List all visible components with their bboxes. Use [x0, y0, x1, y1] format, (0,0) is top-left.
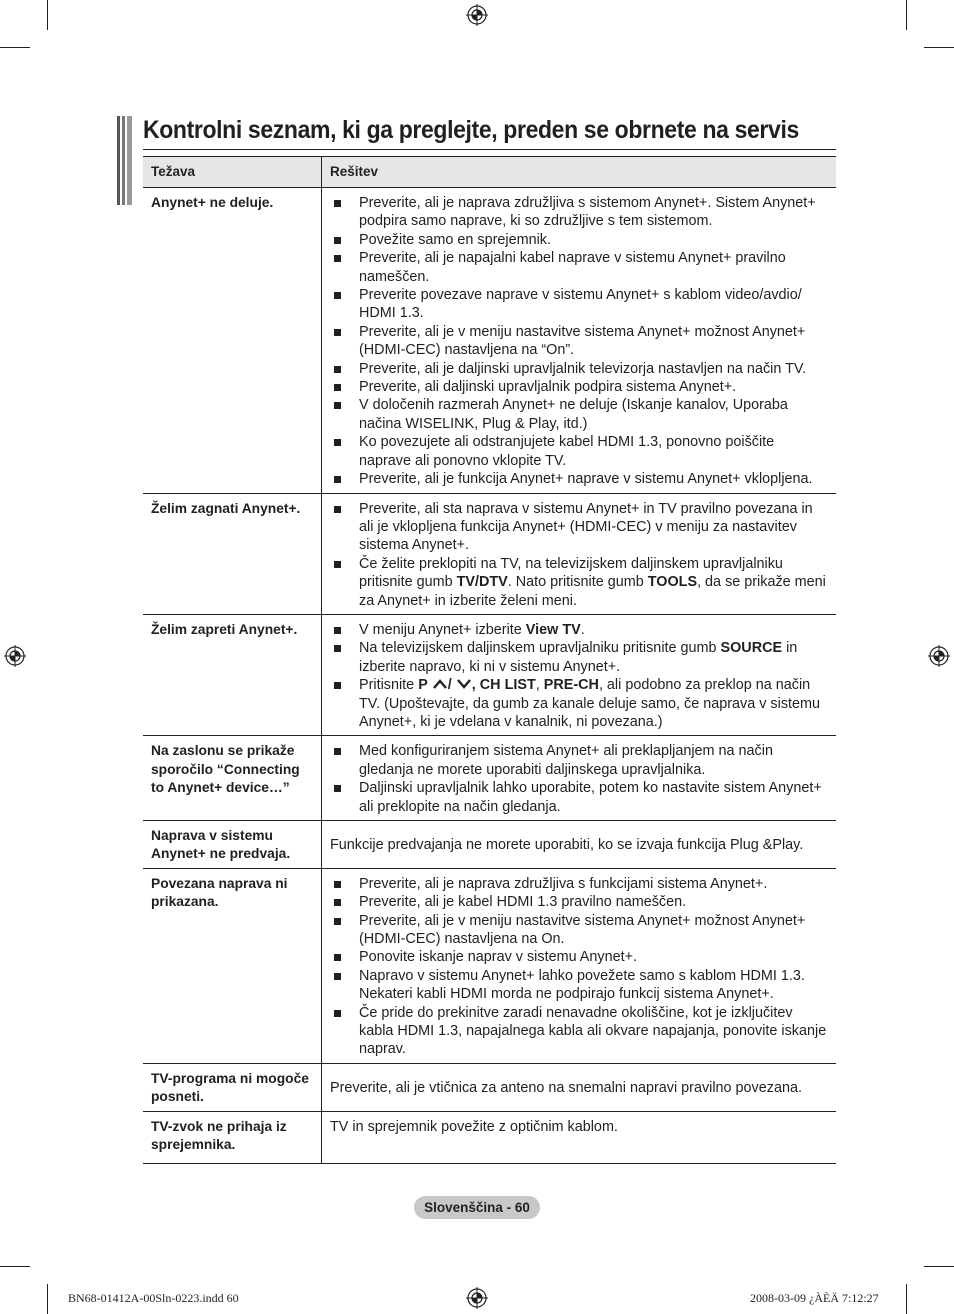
- problem-cell: Naprava v sistemu Anynet+ ne predvaja.: [143, 821, 322, 869]
- solution-list: [330, 621, 828, 731]
- registration-mark-icon: [928, 645, 950, 667]
- title-rule: [143, 149, 836, 150]
- table-header-row: [143, 157, 836, 188]
- button-name-source: SOURCE: [720, 640, 783, 657]
- problem-cell: Želim zagnati Anynet+.: [143, 493, 322, 614]
- button-name-tvdtv: TV/DTV: [456, 574, 508, 591]
- solution-cell: [322, 614, 837, 735]
- problem-cell: Želim zapreti Anynet+.: [143, 614, 322, 735]
- crop-mark: [906, 0, 907, 30]
- solution-cell: Preverite, ali je vtičnica za anteno na snemalni napravi pravilno povezana.: [322, 1063, 837, 1111]
- menu-name-view-tv: View TV: [525, 621, 581, 638]
- problem-cell: Povezana naprava ni prikazana.: [143, 868, 322, 1063]
- table-row: [143, 188, 836, 494]
- solution-cell: [322, 868, 837, 1063]
- title-decoration-bar: [117, 116, 132, 205]
- solution-list: [330, 875, 828, 1059]
- text-span: in izberite napravo, ki ni v sistemu Anynet+.: [359, 640, 798, 675]
- list-item: [330, 676, 828, 731]
- list-item: Preverite, ali je v meniju nastavitve sistema Anynet+ možnost Anynet+ (HDMI-CEC) nastavljena na On.: [330, 912, 828, 949]
- list-item: Med konfiguriranjem sistema Anynet+ ali preklapljanjem na način gledanja ne morete uporabiti daljinskega upravljalnika.: [330, 742, 828, 779]
- print-timestamp: 2008-03-09 ¿ÀÈÄ 7:12:27: [750, 1291, 879, 1305]
- solution-cell: [322, 493, 837, 614]
- list-item: Ko povezujete ali odstranjujete kabel HDMI 1.3, ponovno poiščite naprave ali ponovno vklopite TV.: [330, 433, 828, 470]
- text-span: . Nato pritisnite gumb: [507, 574, 648, 591]
- registration-mark-icon: [4, 645, 26, 667]
- solution-list: [330, 742, 828, 816]
- list-item: Preverite, ali je naprava združljiva s funkcijami sistema Anynet+.: [330, 875, 828, 893]
- problem-cell: Anynet+ ne deluje.: [143, 188, 322, 494]
- chevron-down-icon: [456, 678, 472, 690]
- solution-cell: [322, 188, 837, 494]
- registration-mark-icon: [466, 1287, 488, 1309]
- print-file-info: BN68-01412A-00Sln-0223.indd 60: [68, 1291, 239, 1305]
- solution-cell: Funkcije predvajanja ne morete uporabiti, ko se izvaja funkcija Plug &Play.: [322, 821, 837, 869]
- solution-cell: TV in sprejemnik povežite z optičnim kablom.: [322, 1111, 837, 1163]
- chevron-up-icon: [432, 678, 448, 690]
- text-span: .: [580, 621, 585, 638]
- problem-cell: Na zaslonu se prikaže sporočilo “Connecting to Anynet+ device…”: [143, 736, 322, 821]
- page-title: Kontrolni seznam, ki ga preglejte, preden se obrnete na servis: [143, 116, 799, 144]
- button-name-ch-list: , CH LIST: [471, 677, 536, 694]
- crop-mark: [47, 1284, 48, 1314]
- column-header-problem: Težava: [143, 157, 322, 188]
- table-row: [143, 868, 836, 1063]
- list-item: Ponovite iskanje naprav v sistemu Anynet+.: [330, 948, 828, 966]
- text-span: , ali podobno za preklop na način TV. (Upoštevajte, da gumb za kanale deluje samo, če naprava v sistemu Anynet+, ki je vdelana v kanalnik, ni povezana.): [359, 677, 821, 730]
- list-item: Preverite, ali je napajalni kabel naprave v sistemu Anynet+ pravilno nameščen.: [330, 249, 828, 286]
- solution-list: [330, 500, 828, 610]
- table-row: [143, 614, 836, 735]
- text-span: Če želite preklopiti na TV, na televizijskem daljinskem upravljalniku pritisnite gumb: [359, 555, 783, 591]
- crop-mark: [924, 47, 954, 48]
- list-item: [330, 621, 828, 639]
- crop-mark: [906, 1284, 907, 1314]
- crop-mark: [0, 47, 30, 48]
- slash-separator: /: [447, 677, 452, 694]
- table-row: [143, 493, 836, 614]
- button-name-p: P: [418, 677, 428, 694]
- list-item: Preverite, ali je funkcija Anynet+ naprave v sistemu Anynet+ vklopljena.: [330, 470, 828, 488]
- list-item: Preverite povezave naprave v sistemu Anynet+ s kablom video/avdio/ HDMI 1.3.: [330, 286, 828, 323]
- list-item: Povežite samo en sprejemnik.: [330, 231, 828, 249]
- list-item: Napravo v sistemu Anynet+ lahko povežete samo s kablom HDMI 1.3. Nekateri kabli HDMI morda ne podpirajo funkcij sistema Anynet+.: [330, 967, 828, 1004]
- text-span: V meniju Anynet+ izberite: [359, 621, 526, 638]
- list-item: [330, 555, 828, 610]
- list-item: Če pride do prekinitve zaradi nenavadne okoliščine, kot je izključitev kabla HDMI 1.3, napajalnega kabla ali okvare napajanja, ponovite iskanje naprav.: [330, 1004, 828, 1059]
- solution-list: [330, 194, 828, 489]
- button-name-tools: TOOLS: [647, 574, 698, 591]
- text-span: Na televizijskem daljinskem upravljalniku pritisnite gumb: [359, 640, 721, 657]
- list-item: [330, 639, 828, 676]
- table-row: [143, 1111, 836, 1163]
- list-item: Preverite, ali je kabel HDMI 1.3 pravilno nameščen.: [330, 893, 828, 911]
- problem-cell: TV-zvok ne prihaja iz sprejemnika.: [143, 1111, 322, 1163]
- text-span: , da se prikaže meni za Anynet+ in izberite želeni meni.: [359, 574, 826, 609]
- list-item: Preverite, ali je naprava združljiva s sistemom Anynet+. Sistem Anynet+ podpira samo naprave, ki so združljive s tem sistemom.: [330, 194, 828, 231]
- list-item: Preverite, ali je daljinski upravljalnik televizorja nastavljen na način TV.: [330, 360, 828, 378]
- table-row: [143, 821, 836, 869]
- page-number-badge: Slovenščina - 60: [414, 1196, 540, 1219]
- registration-mark-icon: [466, 4, 488, 26]
- crop-mark: [47, 0, 48, 30]
- text-span: ,: [535, 677, 544, 694]
- crop-mark: [0, 1266, 30, 1267]
- button-name-pre-ch: PRE-CH: [543, 677, 599, 694]
- table-row: [143, 736, 836, 821]
- list-item: Daljinski upravljalnik lahko uporabite, potem ko nastavite sistem Anynet+ ali preklopite na način gledanja.: [330, 779, 828, 816]
- list-item: Preverite, ali daljinski upravljalnik podpira sistema Anynet+.: [330, 378, 828, 396]
- solution-cell: [322, 736, 837, 821]
- list-item: Preverite, ali sta naprava v sistemu Anynet+ in TV pravilno povezana in ali je vklopljena funkcija Anynet+ (HDMI-CEC) v meniju za nastavitev sistema Anynet+.: [330, 500, 828, 555]
- list-item: Preverite, ali je v meniju nastavitve sistema Anynet+ možnost Anynet+ (HDMI-CEC) nastavljena na “On”.: [330, 323, 828, 360]
- table-row: [143, 1063, 836, 1111]
- list-item: V določenih razmerah Anynet+ ne deluje (Iskanje kanalov, Uporaba načina WISELINK, Plug & Play, itd.): [330, 396, 828, 433]
- column-header-solution: Rešitev: [322, 157, 837, 188]
- text-span: Pritisnite: [359, 677, 419, 694]
- troubleshooting-table: [143, 156, 836, 1164]
- crop-mark: [924, 1266, 954, 1267]
- problem-cell: TV-programa ni mogoče posneti.: [143, 1063, 322, 1111]
